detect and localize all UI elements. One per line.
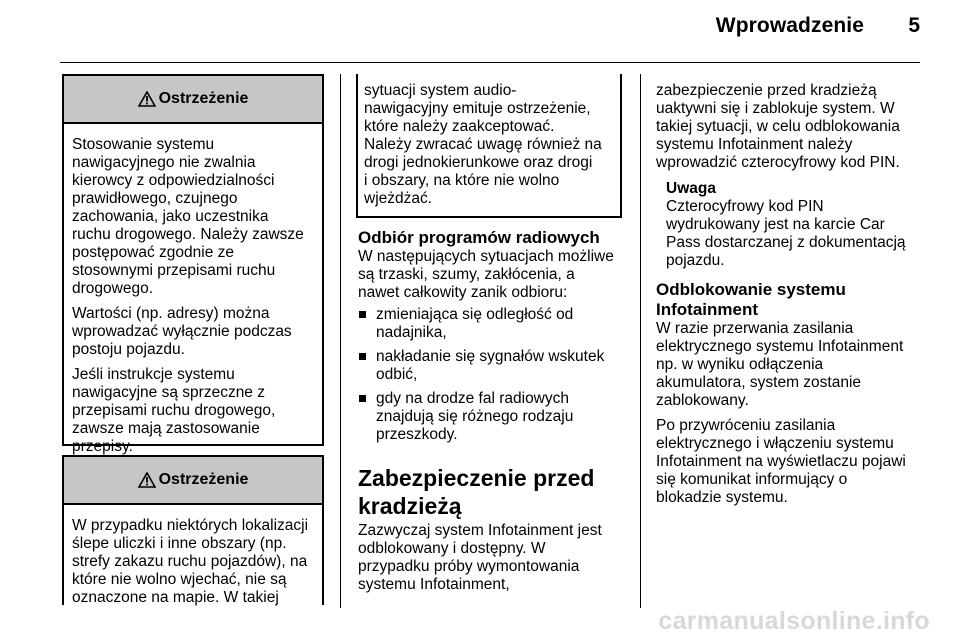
unlock-paragraph: Po przywróceniu zasilania elektrycznego i włączeniu systemu Infotainment na wyświetlaczu pojawi się komunikat informujący o blokadzie systemu.: [656, 417, 906, 506]
bullet-square-icon: [359, 353, 366, 360]
warning-paragraph: Jeśli instrukcje systemu nawigacyjne są sprzeczne z przepisami ruchu drogowego, zawsze mają zastosowanie przepisy.: [72, 366, 276, 455]
column-divider-2: [640, 74, 641, 608]
unlock-paragraph: W razie przerwania zasilania elektrycznego systemu Infotainment np. w wyniku odłączenia akumulatora, system zostanie zablokowany.: [656, 320, 904, 409]
radio-intro: W następujących sytuacjach możliwe są trzaski, szumy, zakłócenia, a nawet całkowity zanik odbioru:: [358, 248, 614, 301]
page-header-title: Wprowadzenie: [715, 14, 864, 37]
theft-continued-paragraph: zabezpieczenie przed kradzieżą uaktywni się i zablokuje system. W takiej sytuacji, w celu odblokowania systemu Infotainment należy wprowadzić czterocyfrowy kod PIN.: [656, 82, 900, 171]
section-heading-unlock: Odblokowanie systemu Infotainment: [656, 280, 846, 319]
list-item: nakładanie się sygnałów wskutek odbić,: [358, 348, 620, 384]
warning-paragraph: Stosowanie systemu nawigacyjnego nie zwalnia kierowcy z odpowiedzialności prawidłowego, czujnego zachowania, jako uczestnika ruchu drogowego. Należy zawsze postępować zgodnie ze stosownymi przepisami ruchu drogowego.: [72, 136, 304, 297]
note-label: Uwaga: [666, 180, 716, 197]
bullet-square-icon: [359, 311, 366, 318]
column-3-content: [656, 82, 920, 514]
section-heading-theft: Zabezpieczenie przed kradzieżą: [358, 465, 595, 519]
theft-paragraph: Zazwyczaj system Infotainment jest odblokowany i dostępny. W przypadku próby wymontowania systemu Infotainment,: [358, 522, 602, 593]
page-number: 5: [908, 14, 920, 37]
warning-box-navigation: [62, 74, 324, 455]
warning-paragraph: sytuacji system audio- nawigacyjny emituje ostrzeżenie, które należy zaakceptować. Należy zwracać uwagę również na drogi jednokierunkowe oraz drogi i obszary, na które nie wolno wjeżdżać.: [364, 82, 602, 207]
warning-box-header: [64, 457, 322, 505]
column-divider-1: [340, 74, 341, 608]
warning-box-title: Ostrzeżenie: [158, 90, 249, 107]
bullet-square-icon: [359, 395, 366, 402]
warning-box-body: [64, 505, 322, 622]
header-divider: [60, 62, 920, 63]
warning-paragraph: Wartości (np. adresy) można wprowadzać wyłącznie podczas postoju pojazdu.: [72, 305, 292, 358]
warning-box-header: [64, 76, 322, 124]
warning-triangle-icon: [138, 91, 156, 107]
watermark: carmanualsonline.info: [658, 607, 930, 635]
list-item: zmieniająca się odległość od nadajnika,: [358, 306, 620, 342]
radio-bullet-list: [358, 306, 620, 444]
warning-triangle-icon: [138, 472, 156, 488]
warning-box-map: [62, 455, 324, 605]
column-2-content: [358, 228, 620, 601]
warning-box-body: [358, 74, 620, 221]
note-block: [666, 180, 920, 270]
warning-box-title: Ostrzeżenie: [158, 471, 249, 488]
warning-box-body: [64, 124, 322, 471]
note-text: Czterocyfrowy kod PIN wydrukowany jest na karcie Car Pass dostarczanej z dokumentacją pojazdu.: [666, 198, 906, 269]
warning-paragraph: W przypadku niektórych lokalizacji ślepe uliczki i inne obszary (np. strefy zakazu ruchu pojazdów), na które nie wolno wjechać, nie są oznaczone na mapie. W takiej: [72, 517, 309, 606]
warning-box-continued: [356, 74, 622, 218]
list-item: gdy na drodze fal radiowych znajdują się różnego rodzaju przeszkody.: [358, 390, 620, 444]
section-heading-radio: Odbiór programów radiowych: [358, 228, 600, 247]
